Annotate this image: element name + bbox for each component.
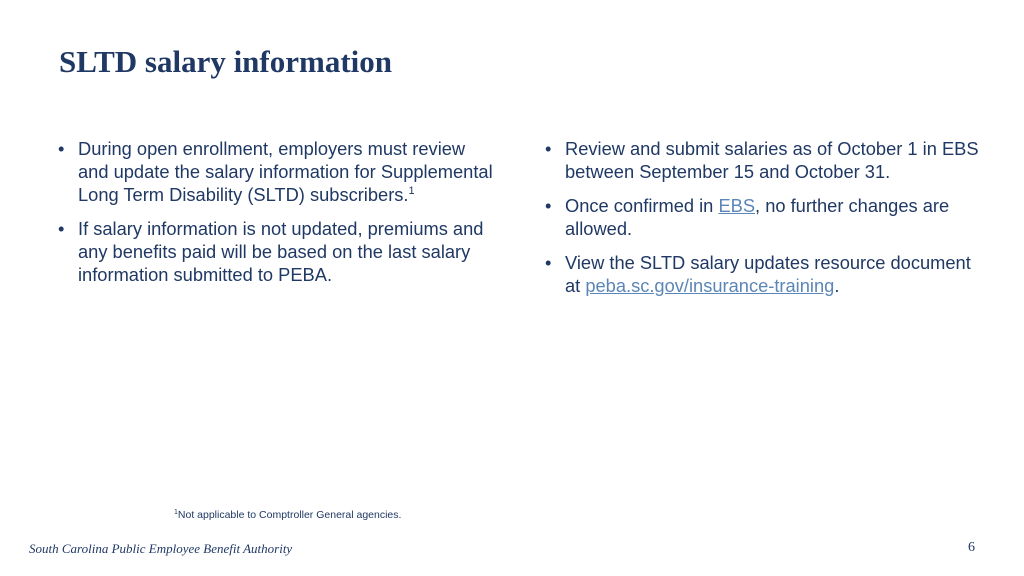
peba-training-link[interactable]: peba.sc.gov/insurance-training: [585, 275, 835, 296]
list-item: [545, 251, 985, 297]
right-bullet-list: [545, 137, 985, 308]
footnote-ref: 1: [408, 185, 415, 197]
list-item: [545, 137, 985, 183]
bullet-icon: •: [58, 138, 65, 159]
bullet-text-prefix: Once confirmed in: [565, 195, 719, 216]
bullet-icon: •: [545, 138, 552, 159]
left-bullet-list: [58, 137, 498, 297]
bullet-text-prefix: View the SLTD salary updates resource document at: [565, 252, 971, 296]
footnote: [174, 509, 401, 521]
list-item: [58, 137, 498, 206]
bullet-text-suffix: , no further changes are allowed.: [565, 195, 950, 239]
bullet-text-suffix: .: [834, 275, 840, 296]
list-item: [545, 194, 985, 240]
page-number: 6: [968, 540, 975, 555]
bullet-icon: •: [545, 195, 552, 216]
footnote-text: Not applicable to Comptroller General agencies.: [177, 509, 402, 521]
bullet-text: If salary information is not updated, premiums and any benefits paid will be based on the last salary information submitted to PEBA.: [78, 218, 484, 285]
ebs-link[interactable]: EBS: [718, 195, 756, 216]
footnote-marker: 1: [174, 509, 178, 516]
bullet-text: Review and submit salaries as of October 1 in EBS between September 15 and October 31.: [565, 138, 979, 182]
footer-organization: South Carolina Public Employee Benefit Authority: [29, 541, 293, 556]
slide-title: SLTD salary information: [59, 44, 393, 79]
bullet-icon: •: [58, 218, 65, 239]
list-item: [58, 217, 498, 286]
bullet-icon: •: [545, 252, 552, 273]
bullet-text: During open enrollment, employers must review and update the salary information for Supplemental Long Term Disability (SLTD) subscribers.: [78, 138, 493, 205]
